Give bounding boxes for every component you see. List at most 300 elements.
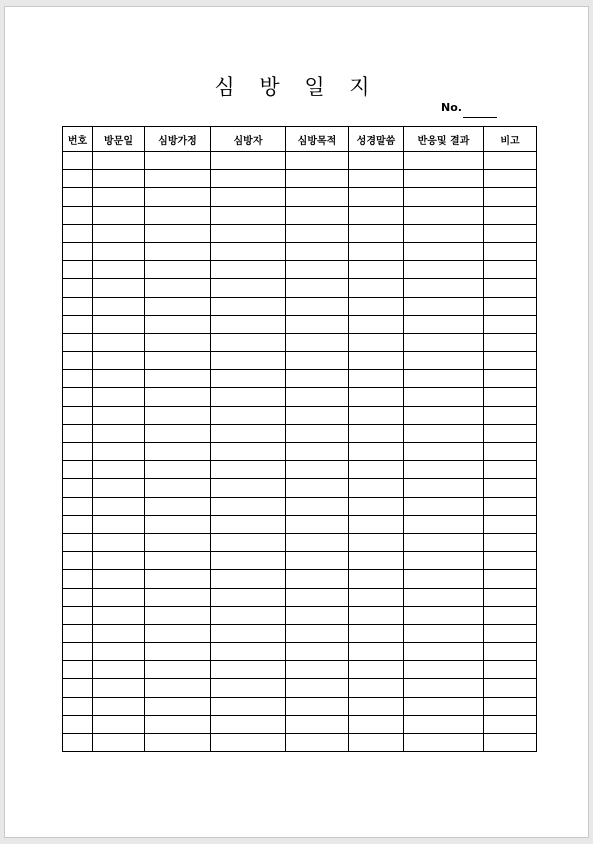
table-cell	[93, 279, 145, 297]
table-cell	[93, 715, 145, 733]
table-cell	[211, 370, 286, 388]
table-cell	[286, 479, 349, 497]
table-cell	[404, 370, 484, 388]
table-cell	[63, 333, 93, 351]
table-cell	[349, 406, 404, 424]
table-cell	[404, 297, 484, 315]
table-cell	[349, 242, 404, 260]
table-cell	[349, 152, 404, 170]
table-cell	[484, 661, 537, 679]
table-cell	[145, 661, 211, 679]
table-cell	[63, 424, 93, 442]
table-cell	[286, 352, 349, 370]
table-cell	[286, 261, 349, 279]
table-cell	[93, 661, 145, 679]
table-row	[63, 170, 537, 188]
table-cell	[63, 624, 93, 642]
table-cell	[349, 443, 404, 461]
table-cell	[349, 624, 404, 642]
table-cell	[484, 152, 537, 170]
table-cell	[63, 352, 93, 370]
table-row	[63, 479, 537, 497]
table-cell	[63, 734, 93, 752]
table-cell	[63, 279, 93, 297]
table-cell	[211, 388, 286, 406]
table-cell	[404, 279, 484, 297]
table-cell	[211, 661, 286, 679]
table-cell	[211, 352, 286, 370]
table-cell	[484, 697, 537, 715]
table-cell	[484, 242, 537, 260]
table-cell	[349, 715, 404, 733]
table-cell	[349, 552, 404, 570]
table-cell	[286, 552, 349, 570]
table-cell	[349, 224, 404, 242]
table-cell	[211, 624, 286, 642]
table-cell	[145, 261, 211, 279]
table-cell	[404, 206, 484, 224]
table-cell	[145, 606, 211, 624]
table-row	[63, 570, 537, 588]
table-cell	[484, 224, 537, 242]
table-cell	[145, 297, 211, 315]
table-cell	[211, 515, 286, 533]
table-cell	[484, 533, 537, 551]
table-cell	[63, 661, 93, 679]
table-cell	[349, 588, 404, 606]
table-cell	[211, 297, 286, 315]
table-cell	[63, 606, 93, 624]
table-cell	[211, 479, 286, 497]
table-cell	[145, 479, 211, 497]
table-cell	[286, 624, 349, 642]
table-cell	[484, 333, 537, 351]
table-cell	[63, 715, 93, 733]
table-cell	[63, 533, 93, 551]
table-row	[63, 279, 537, 297]
table-cell	[286, 443, 349, 461]
table-cell	[211, 170, 286, 188]
table-row	[63, 588, 537, 606]
table-cell	[145, 624, 211, 642]
table-cell	[286, 661, 349, 679]
table-row	[63, 497, 537, 515]
table-cell	[484, 315, 537, 333]
table-cell	[93, 370, 145, 388]
table-cell	[93, 570, 145, 588]
table-cell	[63, 679, 93, 697]
table-row	[63, 370, 537, 388]
table-cell	[93, 315, 145, 333]
table-cell	[349, 479, 404, 497]
table-cell	[484, 352, 537, 370]
table-cell	[211, 643, 286, 661]
table-cell	[145, 406, 211, 424]
table-row	[63, 224, 537, 242]
table-cell	[404, 261, 484, 279]
table-cell	[484, 388, 537, 406]
table-cell	[145, 697, 211, 715]
table-cell	[145, 461, 211, 479]
number-label: No.	[441, 101, 462, 114]
table-cell	[93, 261, 145, 279]
table-cell	[404, 333, 484, 351]
table-cell	[404, 406, 484, 424]
table-cell	[93, 515, 145, 533]
table-cell	[93, 152, 145, 170]
table-cell	[93, 206, 145, 224]
table-cell	[349, 315, 404, 333]
table-cell	[484, 606, 537, 624]
table-cell	[404, 679, 484, 697]
table-cell	[404, 643, 484, 661]
table-cell	[404, 188, 484, 206]
table-cell	[93, 497, 145, 515]
table-cell	[349, 333, 404, 351]
table-cell	[484, 261, 537, 279]
table-cell	[63, 206, 93, 224]
table-cell	[484, 188, 537, 206]
col-header-scripture: 성경말씀	[349, 127, 404, 152]
table-cell	[211, 406, 286, 424]
table-cell	[211, 152, 286, 170]
table-row	[63, 533, 537, 551]
table-cell	[484, 370, 537, 388]
col-header-visited-home: 심방가정	[145, 127, 211, 152]
table-cell	[145, 333, 211, 351]
table-cell	[93, 424, 145, 442]
table-cell	[211, 315, 286, 333]
table-cell	[349, 370, 404, 388]
table-cell	[404, 570, 484, 588]
table-cell	[286, 461, 349, 479]
table-row	[63, 643, 537, 661]
table-row	[63, 352, 537, 370]
table-cell	[93, 333, 145, 351]
table-cell	[93, 242, 145, 260]
table-cell	[404, 734, 484, 752]
table-cell	[484, 406, 537, 424]
table-cell	[286, 188, 349, 206]
col-header-visitor: 심방자	[211, 127, 286, 152]
table-row	[63, 461, 537, 479]
table-cell	[484, 461, 537, 479]
table-cell	[404, 152, 484, 170]
table-cell	[63, 406, 93, 424]
table-cell	[145, 424, 211, 442]
table-cell	[211, 333, 286, 351]
table-cell	[93, 697, 145, 715]
table-cell	[286, 570, 349, 588]
table-cell	[93, 352, 145, 370]
table-cell	[404, 624, 484, 642]
table-cell	[211, 588, 286, 606]
table-row	[63, 715, 537, 733]
table-cell	[63, 224, 93, 242]
table-cell	[145, 588, 211, 606]
table-cell	[404, 479, 484, 497]
table-row	[63, 315, 537, 333]
table-cell	[211, 443, 286, 461]
table-row	[63, 424, 537, 442]
table-cell	[145, 734, 211, 752]
table-cell	[484, 570, 537, 588]
table-cell	[349, 734, 404, 752]
table-row	[63, 734, 537, 752]
table-cell	[211, 697, 286, 715]
table-cell	[63, 461, 93, 479]
table-cell	[349, 188, 404, 206]
table-cell	[63, 370, 93, 388]
table-cell	[484, 734, 537, 752]
table-cell	[211, 734, 286, 752]
table-cell	[286, 333, 349, 351]
table-cell	[404, 515, 484, 533]
table-row	[63, 406, 537, 424]
table-cell	[93, 443, 145, 461]
table-cell	[404, 606, 484, 624]
table-cell	[484, 643, 537, 661]
table-cell	[484, 443, 537, 461]
table-cell	[63, 497, 93, 515]
table-row	[63, 242, 537, 260]
table-row	[63, 624, 537, 642]
table-cell	[286, 734, 349, 752]
table-cell	[349, 679, 404, 697]
table-cell	[145, 279, 211, 297]
table-cell	[484, 679, 537, 697]
table-cell	[63, 552, 93, 570]
table-cell	[211, 606, 286, 624]
table-cell	[145, 443, 211, 461]
table-cell	[349, 424, 404, 442]
table-cell	[145, 533, 211, 551]
table-cell	[211, 679, 286, 697]
table-cell	[93, 170, 145, 188]
table-cell	[93, 734, 145, 752]
table-cell	[404, 443, 484, 461]
table-cell	[211, 279, 286, 297]
table-cell	[484, 479, 537, 497]
table-cell	[93, 606, 145, 624]
table-cell	[484, 715, 537, 733]
table-cell	[286, 406, 349, 424]
table-cell	[286, 388, 349, 406]
table-cell	[145, 170, 211, 188]
header-row	[63, 127, 537, 152]
table-cell	[211, 552, 286, 570]
table-cell	[93, 643, 145, 661]
table-cell	[211, 242, 286, 260]
table-cell	[145, 352, 211, 370]
table-cell	[484, 279, 537, 297]
table-row	[63, 261, 537, 279]
table-cell	[484, 170, 537, 188]
table-cell	[404, 170, 484, 188]
table-row	[63, 606, 537, 624]
table-cell	[404, 242, 484, 260]
table-cell	[93, 479, 145, 497]
table-row	[63, 188, 537, 206]
table-cell	[349, 297, 404, 315]
visit-log-table	[62, 126, 537, 752]
table-cell	[93, 624, 145, 642]
table-cell	[286, 206, 349, 224]
table-cell	[93, 552, 145, 570]
table-cell	[349, 261, 404, 279]
table-cell	[145, 188, 211, 206]
table-cell	[145, 715, 211, 733]
table-cell	[63, 570, 93, 588]
table-cell	[93, 406, 145, 424]
col-header-response-result: 반응및 결과	[404, 127, 484, 152]
table-row	[63, 297, 537, 315]
table-cell	[349, 661, 404, 679]
table-cell	[211, 715, 286, 733]
table-row	[63, 552, 537, 570]
table-cell	[211, 261, 286, 279]
col-header-number: 번호	[63, 127, 93, 152]
table-cell	[63, 170, 93, 188]
table-cell	[404, 552, 484, 570]
table-cell	[286, 242, 349, 260]
table-cell	[404, 461, 484, 479]
table-cell	[349, 497, 404, 515]
table-cell	[286, 315, 349, 333]
table-row	[63, 388, 537, 406]
table-cell	[404, 533, 484, 551]
table-cell	[63, 643, 93, 661]
table-cell	[404, 224, 484, 242]
table-cell	[349, 533, 404, 551]
table-cell	[211, 424, 286, 442]
table-cell	[145, 643, 211, 661]
table-cell	[349, 170, 404, 188]
table-row	[63, 679, 537, 697]
table-cell	[286, 170, 349, 188]
table-cell	[349, 606, 404, 624]
table-cell	[349, 206, 404, 224]
table-cell	[63, 588, 93, 606]
table-cell	[286, 697, 349, 715]
table-cell	[286, 297, 349, 315]
table-cell	[286, 715, 349, 733]
table-cell	[145, 224, 211, 242]
col-header-visit-date: 방문일	[93, 127, 145, 152]
table-cell	[63, 188, 93, 206]
table-cell	[349, 461, 404, 479]
table-cell	[349, 643, 404, 661]
table-row	[63, 515, 537, 533]
table-cell	[484, 624, 537, 642]
table-cell	[286, 152, 349, 170]
table-cell	[211, 188, 286, 206]
table-cell	[286, 424, 349, 442]
table-cell	[484, 424, 537, 442]
table-cell	[63, 261, 93, 279]
table-cell	[93, 588, 145, 606]
table-cell	[349, 697, 404, 715]
table-cell	[93, 388, 145, 406]
table-cell	[93, 461, 145, 479]
table-cell	[63, 515, 93, 533]
col-header-purpose: 심방목적	[286, 127, 349, 152]
table-cell	[211, 570, 286, 588]
table-cell	[93, 297, 145, 315]
table-cell	[145, 552, 211, 570]
table-cell	[145, 570, 211, 588]
table-row	[63, 333, 537, 351]
table-row	[63, 443, 537, 461]
table-cell	[349, 515, 404, 533]
table-cell	[63, 152, 93, 170]
table-cell	[349, 279, 404, 297]
table-cell	[93, 679, 145, 697]
table-cell	[484, 206, 537, 224]
table-cell	[286, 679, 349, 697]
table-cell	[145, 515, 211, 533]
table-cell	[93, 533, 145, 551]
table-cell	[404, 388, 484, 406]
table-cell	[286, 224, 349, 242]
table-cell	[63, 315, 93, 333]
table-cell	[63, 388, 93, 406]
table-cell	[63, 297, 93, 315]
table-cell	[93, 188, 145, 206]
table-cell	[286, 606, 349, 624]
table-cell	[145, 152, 211, 170]
table-cell	[404, 497, 484, 515]
document-page	[4, 6, 589, 838]
table-cell	[349, 570, 404, 588]
table-cell	[286, 588, 349, 606]
col-header-remarks: 비고	[484, 127, 537, 152]
number-underline	[463, 117, 497, 118]
table-cell	[63, 479, 93, 497]
table-cell	[145, 388, 211, 406]
table-cell	[63, 242, 93, 260]
table-cell	[286, 497, 349, 515]
table-row	[63, 697, 537, 715]
table-cell	[349, 352, 404, 370]
table-cell	[211, 461, 286, 479]
table-cell	[286, 279, 349, 297]
table-cell	[286, 643, 349, 661]
table-cell	[63, 443, 93, 461]
table-cell	[484, 497, 537, 515]
table-cell	[145, 679, 211, 697]
table-cell	[93, 224, 145, 242]
table-cell	[484, 297, 537, 315]
document-title: 심 방 일 지	[214, 75, 379, 99]
table-cell	[404, 352, 484, 370]
table-cell	[404, 588, 484, 606]
table-cell	[211, 206, 286, 224]
table-cell	[404, 661, 484, 679]
table-cell	[484, 515, 537, 533]
table-cell	[286, 370, 349, 388]
table-cell	[404, 315, 484, 333]
table-row	[63, 661, 537, 679]
table-cell	[404, 715, 484, 733]
table-cell	[211, 497, 286, 515]
table-cell	[211, 224, 286, 242]
table-row	[63, 206, 537, 224]
table-row	[63, 152, 537, 170]
table-cell	[145, 242, 211, 260]
table-cell	[145, 206, 211, 224]
table-cell	[286, 515, 349, 533]
